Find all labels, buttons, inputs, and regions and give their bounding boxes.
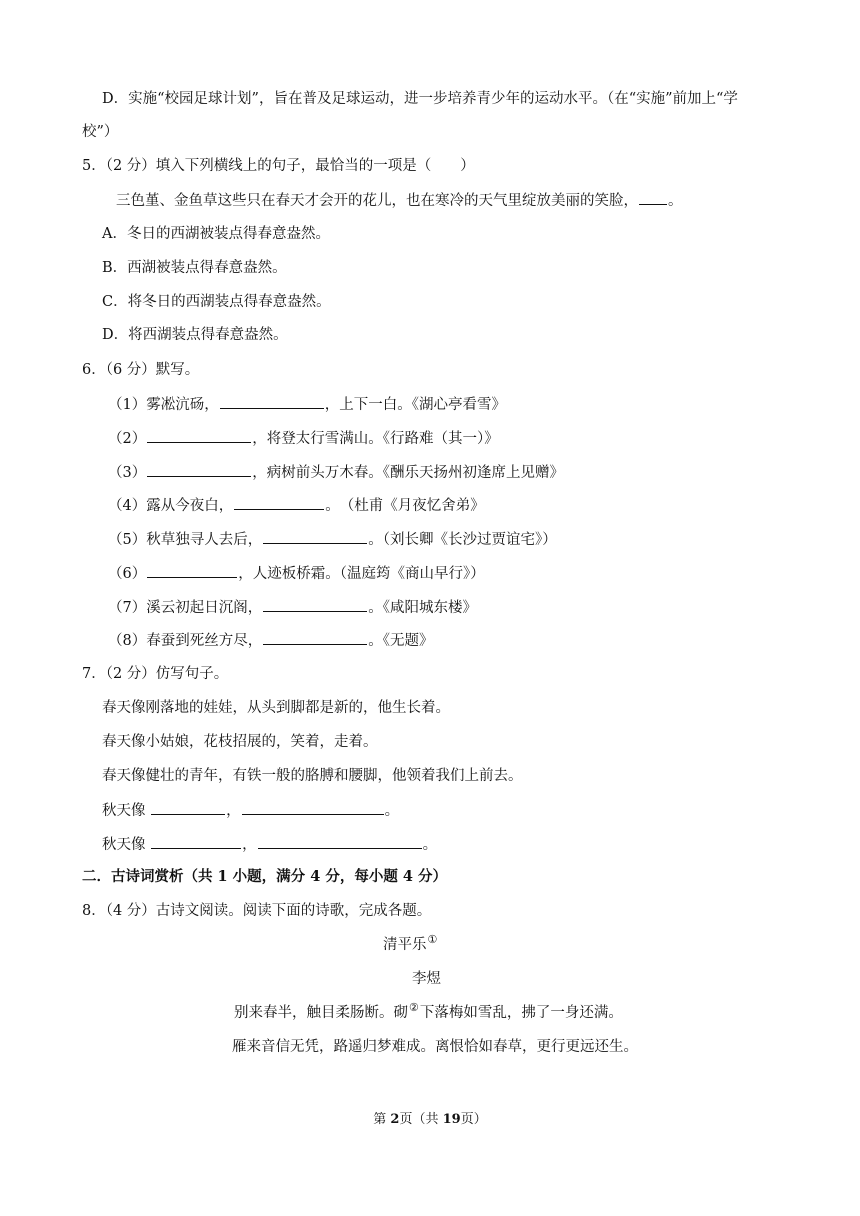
q7-fill-line-2 [102,834,437,855]
q6-item-text: （1）雾凇沆砀， [108,397,219,413]
q6-item-text: （3） [108,465,147,481]
q6-blank-4[interactable] [234,495,324,510]
q5-passage-text: 三色堇、金鱼草这些只在春天才会开的花儿，也在寒冷的天气里绽放美丽的笑脸， [116,193,638,209]
q6-item-6 [108,563,485,584]
q6-item-text: 。《咸阳城东楼》 [368,600,477,616]
q5-answer-blank[interactable] [639,190,667,205]
poem-line-1-part-b: 下落梅如雪乱，拂了一身还满。 [419,1005,623,1021]
footer-suffix: 页） [460,1112,487,1127]
q6-item-text: ，将登太行雪满山。《行路难（其一）》 [252,431,499,447]
poem-author: 李煜 [412,971,441,987]
q7-stem: 7．（2 分）仿写句子。 [82,666,229,682]
poem-line-1 [234,1003,623,1024]
q6-item-text: （5）秋草独寻人去后， [108,532,263,548]
q6-item-text: （4）露从今夜白， [108,498,234,514]
q6-item-text: 。（刘长卿《长沙过贾谊宅》） [368,532,557,548]
q6-item-text: ，人迹板桥霜。（温庭筠《商山早行》） [238,566,485,582]
q7-blank-1b[interactable] [242,800,384,815]
q6-blank-2[interactable] [147,428,251,443]
q6-blank-1[interactable] [220,394,324,409]
q6-item-8 [108,630,433,651]
q6-item-text: （2） [108,431,147,447]
q7-blank-1a[interactable] [151,800,225,815]
q5-option-d: D．将西湖装点得春意盎然。 [102,327,288,343]
footnote-marker-1: ① [427,933,438,946]
q6-item-4 [108,495,485,516]
footnote-marker-2: ② [409,1001,419,1014]
q5-option-b: B．西湖被装点得春意盎然。 [102,260,287,276]
q6-blank-6[interactable] [147,563,237,578]
q7-comma: ， [242,837,257,853]
q4-option-d-line1: D．实施“校园足球计划”，旨在普及足球运动，进一步培养青少年的运动水平。（在“实施”前加上“学 [102,91,738,107]
q7-fill-line-1 [102,800,399,821]
q7-period: 。 [384,803,400,819]
q6-item-2 [108,428,499,449]
q6-item-3 [108,462,564,483]
q6-item-text: 。 （杜甫《月夜忆舍弟》 [325,498,485,514]
q7-example-2: 春天像小姑娘，花枝招展的，笑着，走着。 [102,734,378,750]
q6-item-7 [108,597,477,618]
q5-stem: 5．（2 分）填入下列横线上的句子，最恰当的一项是（ ） [82,158,475,174]
q6-blank-8[interactable] [263,630,367,645]
q5-option-a: A．冬日的西湖被装点得春意盎然。 [102,226,330,242]
q6-item-1 [108,394,506,415]
q4-option-d-line2: 校”） [82,124,119,140]
footer-page-number: 2 [390,1112,400,1127]
q6-item-text: （6） [108,566,147,582]
q7-blank-2b[interactable] [258,834,422,849]
q7-period: 。 [422,837,438,853]
q6-item-text: （7）溪云初起日沉阁， [108,600,263,616]
poem-line-2: 雁来音信无凭，路遥归梦难成。离恨恰如春草，更行更远还生。 [232,1039,638,1055]
q5-passage [116,190,683,211]
q6-item-text: （8）春蚕到死丝方尽， [108,633,263,649]
q6-stem: 6．（6 分）默写。 [82,362,200,378]
footer-total-pages: 19 [442,1112,461,1127]
q7-example-1: 春天像刚落地的娃娃，从头到脚都是新的，他生长着。 [102,700,450,716]
footer-prefix: 第 [373,1112,391,1127]
page-footer [0,1110,860,1130]
q7-fill-prefix: 秋天像 [102,803,151,819]
q5-passage-end: 。 [668,193,683,209]
q6-item-text: 。《无题》 [368,633,434,649]
q7-fill-prefix: 秋天像 [102,837,151,853]
q7-blank-2a[interactable] [151,834,241,849]
q6-item-text: ，病树前头万木春。《酬乐天扬州初逢席上见赠》 [252,465,564,481]
section-2-heading: 二．古诗词赏析（共 1 小题，满分 4 分，每小题 4 分） [82,868,448,885]
q5-option-c: C．将冬日的西湖装点得春意盎然。 [102,294,331,310]
q6-item-text: ，上下一白。《湖心亭看雪》 [324,397,506,413]
q6-blank-7[interactable] [263,597,367,612]
footer-middle: 页（共 [399,1112,443,1127]
q7-example-3: 春天像健壮的青年，有铁一般的胳膊和腰脚，他领着我们上前去。 [102,768,523,784]
poem-line-1-part-a: 别来春半，触目柔肠断。砌 [234,1005,408,1021]
q7-comma: ， [226,803,241,819]
poem-title [383,935,438,956]
q6-item-5 [108,529,557,550]
q8-stem: 8．（4 分）古诗文阅读。阅读下面的诗歌，完成各题。 [82,903,432,919]
q6-blank-3[interactable] [147,462,251,477]
q6-blank-5[interactable] [263,529,367,544]
poem-title-text: 清平乐 [383,937,427,953]
